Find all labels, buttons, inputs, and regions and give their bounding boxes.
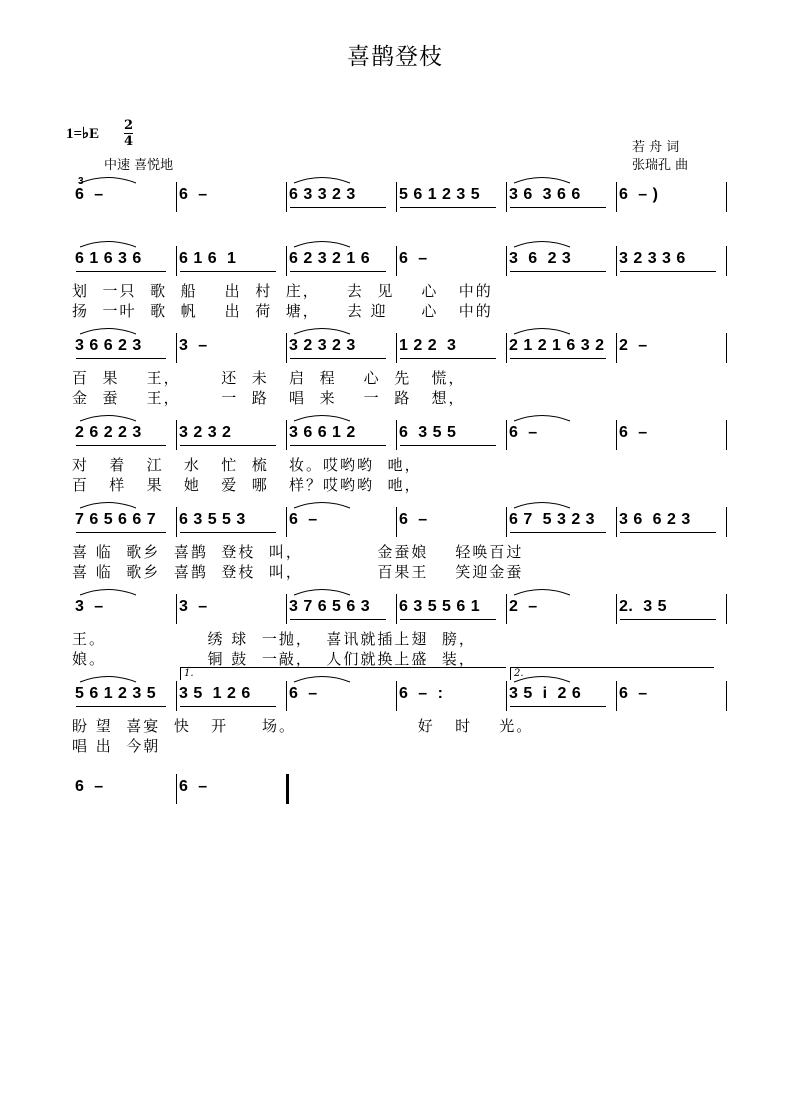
beam-line bbox=[510, 706, 606, 707]
barline bbox=[726, 507, 727, 537]
measure: 6 3 5 5 bbox=[399, 424, 457, 441]
slur bbox=[78, 412, 138, 422]
slur bbox=[78, 673, 138, 683]
slur bbox=[512, 586, 572, 596]
barline bbox=[616, 182, 617, 212]
time-denominator: 4 bbox=[124, 134, 134, 149]
barline bbox=[176, 182, 177, 212]
measure: 3 2 3 3 6 bbox=[619, 250, 686, 267]
composer-credit: 张瑞孔 曲 bbox=[632, 158, 689, 173]
barline bbox=[726, 681, 727, 711]
beam-line bbox=[180, 532, 276, 533]
beam-line bbox=[76, 532, 166, 533]
measure: 6 3 3 2 3 bbox=[289, 186, 356, 203]
barline bbox=[396, 681, 397, 711]
beam-line bbox=[510, 271, 606, 272]
barline bbox=[286, 681, 287, 711]
measure: 2 – bbox=[509, 598, 538, 615]
measure: 1 2 2 3 bbox=[399, 337, 457, 354]
barline bbox=[176, 507, 177, 537]
beam-line bbox=[400, 207, 496, 208]
slur bbox=[512, 238, 572, 248]
measure: 3 5 1 2 6 bbox=[179, 685, 251, 702]
barline bbox=[506, 594, 507, 624]
measure: 6 – bbox=[509, 424, 538, 441]
measure: 6 – bbox=[75, 778, 104, 795]
slur bbox=[512, 499, 572, 509]
barline bbox=[396, 420, 397, 450]
barline bbox=[286, 182, 287, 212]
beam-line bbox=[290, 358, 386, 359]
measure: 2 6 2 2 3 bbox=[75, 424, 142, 441]
lyric-line: 王。 绣 球 一抛， 喜讯就插上翅 膀， bbox=[72, 630, 476, 648]
beam-line bbox=[510, 532, 606, 533]
barline bbox=[506, 420, 507, 450]
measure: 6 7 5 3 2 3 bbox=[509, 511, 596, 528]
beam-line bbox=[510, 358, 606, 359]
barline bbox=[506, 182, 507, 212]
barline bbox=[286, 420, 287, 450]
barline bbox=[286, 333, 287, 363]
barline bbox=[616, 681, 617, 711]
lyric-line: 扬 一叶 歌 帆 出 荷 塘， 去 迎 心 中的 bbox=[72, 302, 493, 320]
measure: 3 6 3 6 6 bbox=[509, 186, 581, 203]
lyricist-credit: 若 舟 词 bbox=[632, 140, 680, 155]
barline bbox=[396, 182, 397, 212]
barline bbox=[616, 507, 617, 537]
measure: 3 – bbox=[179, 337, 208, 354]
pickup-mark: 3 bbox=[78, 176, 84, 187]
key-signature: 1=♭E bbox=[66, 126, 100, 142]
beam-line bbox=[180, 706, 276, 707]
barline bbox=[286, 594, 287, 624]
volta-bracket: 2. bbox=[510, 667, 714, 680]
lyric-line: 划 一只 歌 船 出 村 庄， 去 见 心 中的 bbox=[72, 282, 493, 300]
beam-line bbox=[290, 619, 386, 620]
measure: 6 – bbox=[289, 511, 318, 528]
slur bbox=[78, 238, 138, 248]
measure: 5 6 1 2 3 5 bbox=[75, 685, 157, 702]
slur bbox=[512, 174, 572, 184]
beam-line bbox=[290, 445, 386, 446]
tempo-marking: 中速 喜悦地 bbox=[104, 158, 174, 173]
beam-line bbox=[620, 271, 716, 272]
beam-line bbox=[290, 271, 386, 272]
measure: 3 2 3 2 bbox=[179, 424, 232, 441]
beam-line bbox=[76, 271, 166, 272]
barline bbox=[176, 333, 177, 363]
time-signature bbox=[124, 118, 133, 149]
measure: 3 – bbox=[75, 598, 104, 615]
slur bbox=[78, 325, 138, 335]
volta-bracket: 1. bbox=[180, 667, 506, 680]
measure: 2 1 2 1 6 3 2 bbox=[509, 337, 605, 354]
slur bbox=[292, 499, 352, 509]
barline bbox=[286, 246, 287, 276]
measure: 6 – bbox=[619, 685, 648, 702]
measure: 6 – bbox=[619, 424, 648, 441]
lyric-line: 喜 临 歌乡 喜鹊 登枝 叫， 金蚕娘 轻唤百过 bbox=[72, 543, 524, 561]
slur bbox=[512, 325, 572, 335]
measure: 6 – bbox=[75, 186, 104, 203]
lyric-line: 百 果 王， 还 未 启 程 心 先 慌， bbox=[72, 369, 466, 387]
barline bbox=[616, 594, 617, 624]
slur bbox=[292, 174, 352, 184]
lyric-line: 喜 临 歌乡 喜鹊 登枝 叫， 百果王 笑迎金蚕 bbox=[72, 563, 524, 581]
barline bbox=[616, 420, 617, 450]
measure: 3 7 6 5 6 3 bbox=[289, 598, 371, 615]
barline bbox=[506, 507, 507, 537]
beam-line bbox=[400, 445, 496, 446]
measure: 3 5 i 2 6 bbox=[509, 685, 582, 702]
barline bbox=[176, 594, 177, 624]
barline bbox=[506, 333, 507, 363]
slur bbox=[292, 412, 352, 422]
barline bbox=[176, 420, 177, 450]
measure: 3 – bbox=[179, 598, 208, 615]
measure: 3 2 3 2 3 bbox=[289, 337, 356, 354]
barline bbox=[506, 246, 507, 276]
beam-line bbox=[510, 207, 606, 208]
barline bbox=[616, 246, 617, 276]
beam-line bbox=[180, 271, 276, 272]
lyric-line: 金 蚕 王， 一 路 唱 来 一 路 想， bbox=[72, 389, 466, 407]
slur bbox=[512, 412, 572, 422]
measure: 6 1 6 1 bbox=[179, 250, 237, 267]
barline bbox=[286, 507, 287, 537]
barline bbox=[726, 182, 727, 212]
slur bbox=[292, 238, 352, 248]
lyric-line: 百 样 果 她 爱 哪 样？哎哟哟 吔， bbox=[72, 476, 422, 494]
barline bbox=[176, 246, 177, 276]
slur bbox=[78, 174, 138, 184]
measure: 3 6 6 1 2 bbox=[289, 424, 356, 441]
beam-line bbox=[400, 619, 496, 620]
lyric-line: 唱 出 今朝 bbox=[72, 737, 161, 755]
beam-line bbox=[620, 619, 716, 620]
measure: 6 – bbox=[179, 186, 208, 203]
measure: 6 – bbox=[399, 511, 428, 528]
barline bbox=[726, 594, 727, 624]
slur bbox=[78, 499, 138, 509]
song-title: 喜鹊登枝 bbox=[347, 44, 443, 70]
measure: 6 – bbox=[289, 685, 318, 702]
beam-line bbox=[76, 358, 166, 359]
barline bbox=[396, 507, 397, 537]
lyric-line: 娘。 铜 鼓 一敲， 人们就换上盛 装， bbox=[72, 650, 476, 668]
barline bbox=[726, 333, 727, 363]
measure: 7 6 5 6 6 7 bbox=[75, 511, 157, 528]
final-barline bbox=[286, 774, 289, 804]
barline bbox=[176, 774, 177, 804]
barline bbox=[506, 681, 507, 711]
measure: 6 – bbox=[179, 778, 208, 795]
measure: 6 – : bbox=[399, 685, 444, 702]
slur bbox=[78, 586, 138, 596]
barline bbox=[176, 681, 177, 711]
beam-line bbox=[76, 445, 166, 446]
lyric-line: 盼 望 喜宴 快 开 场。 好 时 光。 bbox=[72, 717, 534, 735]
beam-line bbox=[290, 207, 386, 208]
barline bbox=[396, 333, 397, 363]
beam-line bbox=[76, 706, 166, 707]
measure: 6 – ) bbox=[619, 186, 659, 203]
barline bbox=[396, 594, 397, 624]
measure: 3 6 6 2 3 bbox=[75, 337, 142, 354]
measure: 2 – bbox=[619, 337, 648, 354]
slur bbox=[292, 325, 352, 335]
barline bbox=[726, 246, 727, 276]
barline bbox=[396, 246, 397, 276]
barline bbox=[726, 420, 727, 450]
beam-line bbox=[620, 532, 716, 533]
measure: 5 6 1 2 3 5 bbox=[399, 186, 481, 203]
measure: 6 – bbox=[399, 250, 428, 267]
beam-line bbox=[180, 445, 276, 446]
beam-line bbox=[400, 358, 496, 359]
lyric-line: 对 着 江 水 忙 梳 妆。哎哟哟 吔， bbox=[72, 456, 422, 474]
measure: 6 2 3 2 1 6 bbox=[289, 250, 371, 267]
measure: 6 1 6 3 6 bbox=[75, 250, 142, 267]
measure: 3 6 2 3 bbox=[509, 250, 572, 267]
barline bbox=[616, 333, 617, 363]
measure: 6 3 5 5 6 1 bbox=[399, 598, 481, 615]
measure: 6 3 5 5 3 bbox=[179, 511, 246, 528]
measure: 3 6 6 2 3 bbox=[619, 511, 691, 528]
slur bbox=[292, 586, 352, 596]
measure: 2. 3 5 bbox=[619, 598, 667, 615]
time-numerator: 2 bbox=[124, 118, 134, 133]
